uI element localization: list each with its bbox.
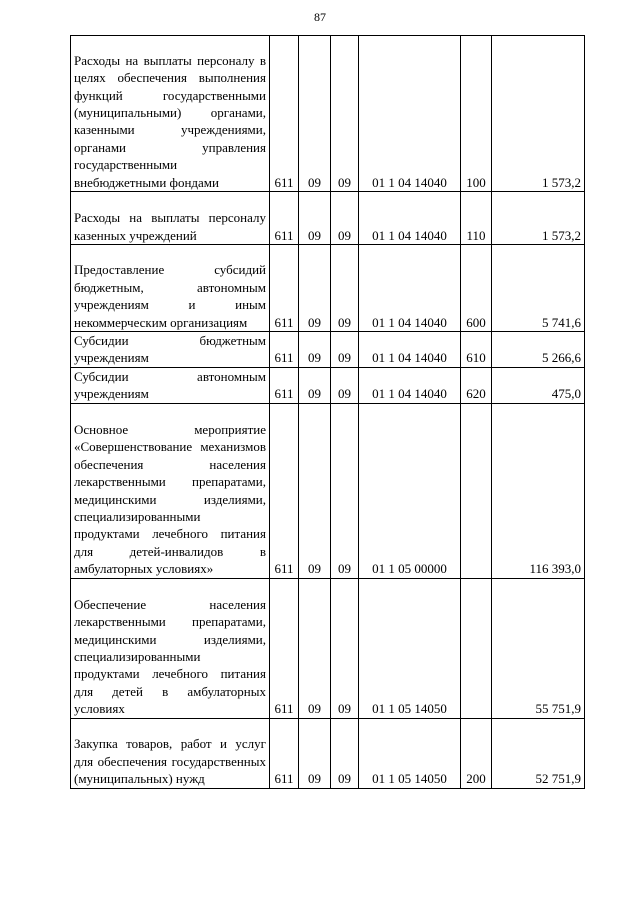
- row-name-cell: Расходы на выплаты персоналу казенных учреждений: [71, 192, 270, 245]
- row-name-cell: Субсидии бюджетным учреждениям: [71, 332, 270, 368]
- target-article-cell: 01 1 05 14050: [359, 718, 461, 788]
- row-name-cell: Закупка товаров, работ и услуг для обеспечения государственных (муниципальных) нужд: [71, 718, 270, 788]
- subsection-code-cell: 09: [331, 36, 359, 192]
- expense-type-cell: 110: [461, 192, 492, 245]
- section-code-cell: 09: [299, 332, 331, 368]
- subsection-code-cell: 09: [331, 367, 359, 403]
- amount-cell: 1 573,2: [492, 36, 585, 192]
- table-row: [71, 578, 585, 718]
- amount-cell: 475,0: [492, 367, 585, 403]
- table-row: [71, 245, 585, 332]
- ministry-code-cell: 611: [270, 367, 299, 403]
- subsection-code-cell: 09: [331, 245, 359, 332]
- section-code-cell: 09: [299, 36, 331, 192]
- ministry-code-cell: 611: [270, 403, 299, 578]
- section-code-cell: 09: [299, 403, 331, 578]
- expense-type-cell: 100: [461, 36, 492, 192]
- amount-cell: 52 751,9: [492, 718, 585, 788]
- expense-type-cell: 610: [461, 332, 492, 368]
- ministry-code-cell: 611: [270, 36, 299, 192]
- table-row: [71, 718, 585, 788]
- target-article-cell: 01 1 05 14050: [359, 578, 461, 718]
- target-article-cell: 01 1 04 14040: [359, 36, 461, 192]
- row-name-cell: Предоставление субсидий бюджетным, автономным учреждениям и иным некоммерческим организациям: [71, 245, 270, 332]
- table-row: [71, 192, 585, 245]
- target-article-cell: 01 1 05 00000: [359, 403, 461, 578]
- subsection-code-cell: 09: [331, 578, 359, 718]
- page-number: 87: [314, 10, 326, 24]
- amount-cell: 116 393,0: [492, 403, 585, 578]
- table-row: [71, 367, 585, 403]
- section-code-cell: 09: [299, 245, 331, 332]
- table-row: [71, 403, 585, 578]
- section-code-cell: 09: [299, 578, 331, 718]
- ministry-code-cell: 611: [270, 718, 299, 788]
- section-code-cell: 09: [299, 718, 331, 788]
- target-article-cell: 01 1 04 14040: [359, 245, 461, 332]
- table-row: [71, 36, 585, 192]
- amount-cell: 55 751,9: [492, 578, 585, 718]
- target-article-cell: 01 1 04 14040: [359, 367, 461, 403]
- ministry-code-cell: 611: [270, 192, 299, 245]
- section-code-cell: 09: [299, 192, 331, 245]
- amount-cell: 1 573,2: [492, 192, 585, 245]
- subsection-code-cell: 09: [331, 332, 359, 368]
- ministry-code-cell: 611: [270, 578, 299, 718]
- amount-cell: 5 266,6: [492, 332, 585, 368]
- expense-type-cell: [461, 403, 492, 578]
- row-name-cell: Субсидии автономным учреждениям: [71, 367, 270, 403]
- row-name-cell: Расходы на выплаты персоналу в целях обеспечения выполнения функций государственными (муниципальными) органами, казенными учреждениями, органами управления государственными внебюджетными фондами: [71, 36, 270, 192]
- ministry-code-cell: 611: [270, 332, 299, 368]
- expense-type-cell: 620: [461, 367, 492, 403]
- amount-cell: 5 741,6: [492, 245, 585, 332]
- expense-type-cell: 600: [461, 245, 492, 332]
- subsection-code-cell: 09: [331, 403, 359, 578]
- target-article-cell: 01 1 04 14040: [359, 332, 461, 368]
- budget-table: [70, 35, 585, 789]
- subsection-code-cell: 09: [331, 192, 359, 245]
- expense-type-cell: [461, 578, 492, 718]
- table-row: [71, 332, 585, 368]
- row-name-cell: Обеспечение населения лекарственными препаратами, медицинскими изделиями, специализированными продуктами лечебного питания для детей в амбулаторных условиях: [71, 578, 270, 718]
- subsection-code-cell: 09: [331, 718, 359, 788]
- row-name-cell: Основное мероприятие «Совершенствование механизмов обеспечения населения лекарственными препаратами, медицинскими изделиями, специализированными продуктами лечебного питания для детей-инвалидов в амбулаторных условиях»: [71, 403, 270, 578]
- section-code-cell: 09: [299, 367, 331, 403]
- expense-type-cell: 200: [461, 718, 492, 788]
- target-article-cell: 01 1 04 14040: [359, 192, 461, 245]
- table-body: [71, 36, 585, 789]
- ministry-code-cell: 611: [270, 245, 299, 332]
